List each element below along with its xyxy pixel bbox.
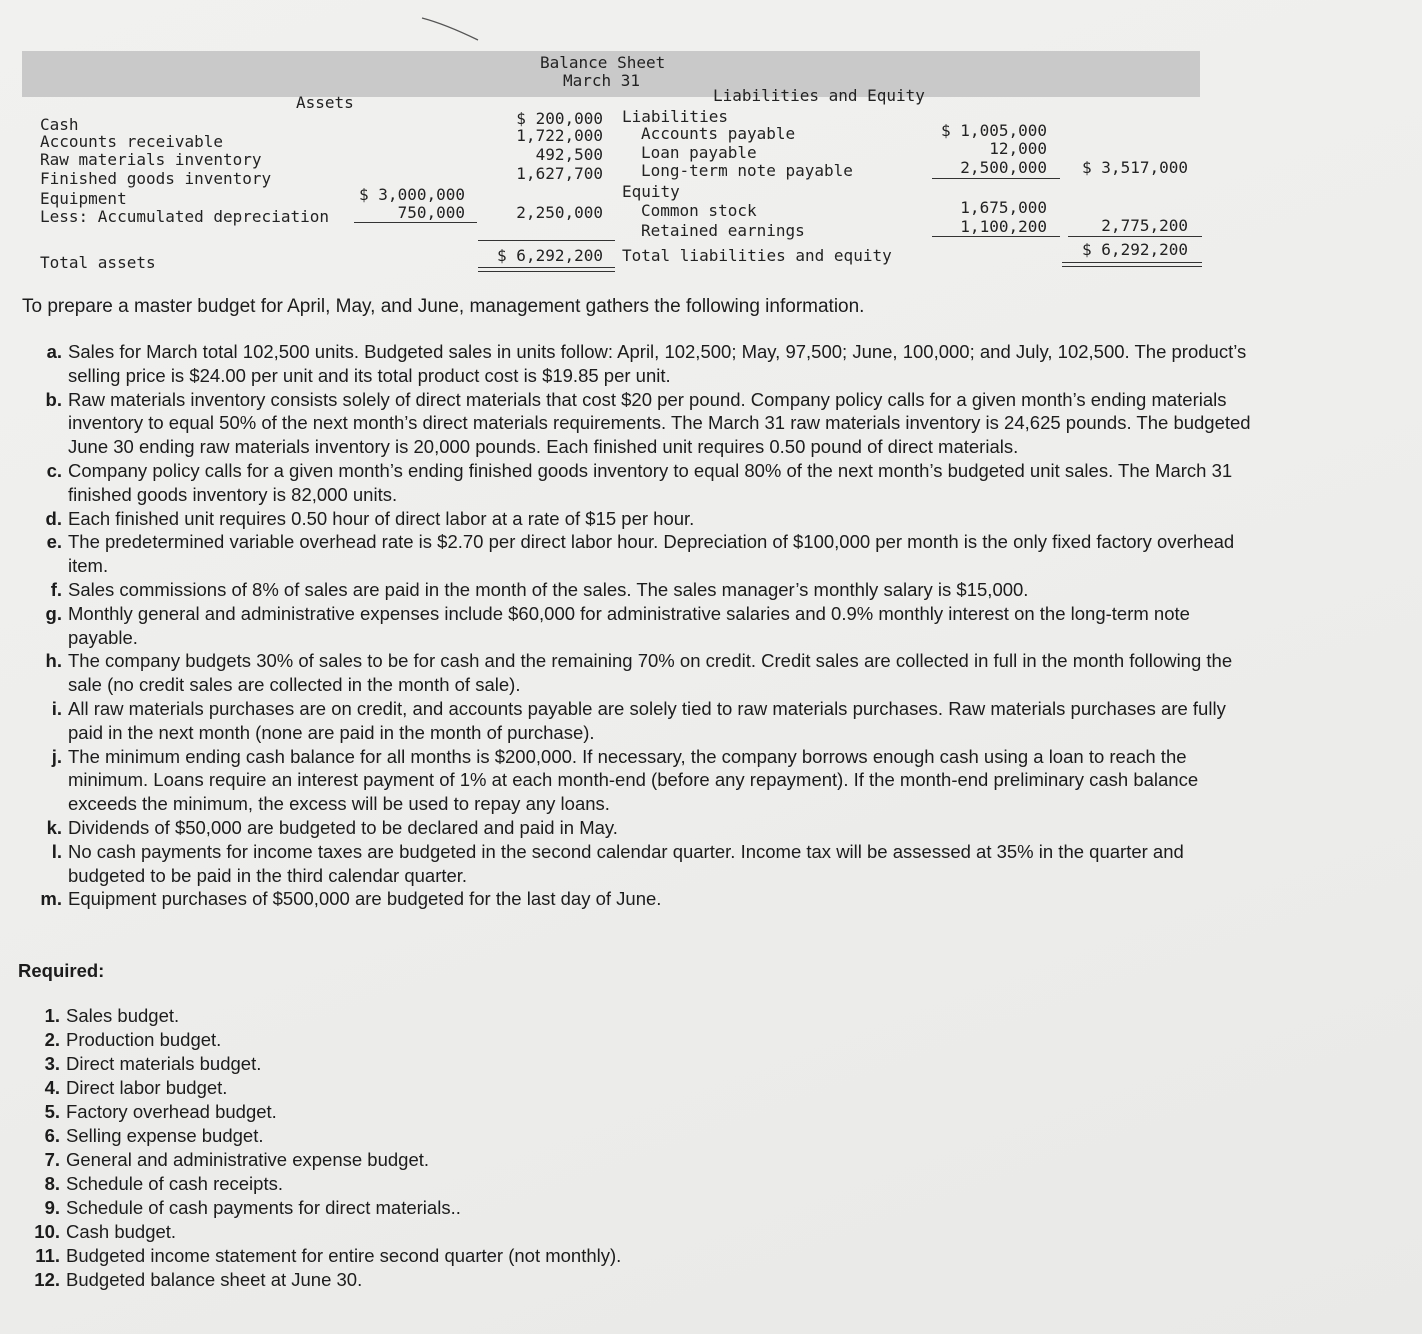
information-item: [0, 459, 1260, 507]
item-text: Company policy calls for a given month’s ending finished goods inventory to equal 80% of the next month’s budgeted unit sales. The March 31 finished goods inventory is 82,000 units.: [68, 459, 1233, 505]
information-item: [0, 530, 1260, 578]
accumulated-depreciation-value: 750,000: [397, 203, 465, 222]
required-item: [0, 1052, 621, 1076]
balance-sheet-date: March 31: [563, 71, 641, 90]
required-text: Direct labor budget.: [66, 1077, 228, 1098]
item-text: Monthly general and administrative expenses include $60,000 for administrative salaries and 0.9% monthly interest on the long-term note payable.: [68, 602, 1190, 648]
required-item: [0, 1124, 621, 1148]
item-letter: c.: [46, 459, 62, 481]
item-letter: b.: [45, 388, 62, 410]
information-item: [0, 507, 1260, 531]
total-liabilities-value: $ 3,517,000: [1082, 158, 1188, 177]
information-item: [0, 388, 1260, 459]
long-term-note-value: 2,500,000: [960, 158, 1047, 177]
required-item: [0, 1100, 621, 1124]
equity-subtotal-rule: [932, 236, 1060, 237]
equipment-label: Equipment: [40, 189, 127, 208]
finished-goods-value: 1,627,700: [516, 164, 603, 183]
equipment-subtotal-rule: [354, 222, 477, 223]
loan-payable-label: Loan payable: [641, 143, 757, 162]
item-text: Each finished unit requires 0.50 hour of direct labor at a rate of $15 per hour.: [68, 507, 695, 529]
common-stock-value: 1,675,000: [960, 198, 1047, 217]
finished-goods-label: Finished goods inventory: [40, 169, 272, 188]
liabilities-equity-header: Liabilities and Equity: [713, 86, 925, 105]
information-item: [0, 887, 1260, 911]
required-text: Schedule of cash receipts.: [66, 1173, 283, 1194]
item-letter: h.: [45, 650, 62, 672]
required-number: 1.: [44, 1005, 60, 1026]
accumulated-depreciation-label: Less: Accumulated depreciation: [40, 207, 329, 226]
required-item: [0, 1244, 621, 1268]
required-text: Schedule of cash payments for direct materials..: [66, 1197, 461, 1218]
le-double-rule-1: [1062, 262, 1202, 263]
information-item: [0, 816, 1260, 840]
intro-text: To prepare a master budget for April, May, and June, management gathers the following information.: [22, 296, 865, 317]
required-item: [0, 1004, 621, 1028]
long-term-note-label: Long-term note payable: [641, 161, 853, 180]
required-item: [0, 1172, 621, 1196]
required-text: Selling expense budget.: [66, 1125, 264, 1146]
total-equity-value: 2,775,200: [1101, 216, 1188, 235]
required-item: [0, 1196, 621, 1220]
required-item: [0, 1220, 621, 1244]
retained-earnings-value: 1,100,200: [960, 217, 1047, 236]
required-number: 5.: [44, 1101, 60, 1122]
total-assets-value: $ 6,292,200: [497, 246, 603, 265]
item-letter: g.: [45, 602, 62, 624]
item-text: Equipment purchases of $500,000 are budgeted for the last day of June.: [68, 888, 662, 910]
item-letter: m.: [40, 888, 62, 910]
required-item: [0, 1028, 621, 1052]
required-text: Budgeted balance sheet at June 30.: [66, 1269, 363, 1290]
total-assets-label: Total assets: [40, 253, 156, 272]
liabilities-subtotal-rule: [932, 178, 1060, 179]
loan-payable-value: 12,000: [989, 139, 1047, 158]
item-text: All raw materials purchases are on credit, and accounts payable are solely tied to raw materials purchases. Raw materials purchases are fully paid in the next month (none are paid in the month of purchase).: [68, 697, 1226, 743]
required-text: Direct materials budget.: [66, 1053, 262, 1074]
item-letter: l.: [51, 840, 62, 862]
information-item: [0, 840, 1260, 888]
item-letter: k.: [46, 816, 62, 838]
item-letter: e.: [46, 531, 62, 553]
le-total-rule: [1068, 236, 1202, 237]
item-letter: i.: [51, 697, 62, 719]
required-text: General and administrative expense budget.: [66, 1149, 430, 1170]
cash-value: $ 200,000: [516, 109, 603, 128]
required-number: 4.: [44, 1077, 60, 1098]
required-number: 10.: [34, 1221, 60, 1242]
item-letter: f.: [50, 578, 62, 600]
accounts-receivable-label: Accounts receivable: [40, 132, 224, 151]
raw-materials-value: 492,500: [535, 145, 603, 164]
item-text: No cash payments for income taxes are budgeted in the second calendar quarter. Income tax will be assessed at 35% in the quarter and budgeted to be paid in the third calendar quarter.: [68, 840, 1184, 886]
information-item: [0, 340, 1260, 388]
assets-double-rule-1: [478, 267, 615, 268]
item-text: Dividends of $50,000 are budgeted to be declared and paid in May.: [68, 816, 618, 838]
net-equipment-value: 2,250,000: [516, 203, 603, 222]
information-item: [0, 602, 1260, 650]
accounts-payable-label: Accounts payable: [641, 124, 796, 143]
required-item: [0, 1268, 621, 1292]
balance-sheet: [0, 0, 1422, 290]
required-text: Factory overhead budget.: [66, 1101, 277, 1122]
item-text: The company budgets 30% of sales to be for cash and the remaining 70% on credit. Credit sales are collected in full in the month following the sale (no credit sales are collected in the month of sale).: [68, 650, 1233, 696]
cash-label: Cash: [40, 115, 79, 134]
required-text: Sales budget.: [66, 1005, 180, 1026]
required-item: [0, 1148, 621, 1172]
required-list: [0, 1004, 621, 1292]
balance-sheet-title: Balance Sheet: [540, 53, 666, 72]
required-number: 7.: [44, 1149, 60, 1170]
raw-materials-label: Raw materials inventory: [40, 150, 262, 169]
required-number: 12.: [34, 1269, 60, 1290]
information-item: [0, 745, 1260, 816]
information-list: [0, 340, 1260, 911]
required-heading: Required:: [18, 960, 105, 981]
equity-header: Equity: [622, 182, 680, 201]
item-text: The minimum ending cash balance for all months is $200,000. If necessary, the company borrows enough cash using a loan to reach the minimum. Loans require an interest payment of 1% at each month-end (before any repayment). If the month-end preliminary cash balance exceeds the minimum, the excess will be used to repay any loans.: [68, 745, 1199, 815]
required-number: 8.: [44, 1173, 60, 1194]
equipment-value: $ 3,000,000: [359, 185, 465, 204]
required-text: Cash budget.: [66, 1221, 177, 1242]
total-liabilities-equity-value: $ 6,292,200: [1082, 240, 1188, 259]
assets-double-rule-2: [478, 271, 615, 272]
le-double-rule-2: [1062, 266, 1202, 267]
common-stock-label: Common stock: [641, 201, 757, 220]
item-letter: a.: [46, 341, 62, 362]
required-text: Budgeted income statement for entire second quarter (not monthly).: [66, 1245, 622, 1266]
required-number: 2.: [44, 1029, 60, 1050]
retained-earnings-label: Retained earnings: [641, 221, 805, 240]
accounts-receivable-value: 1,722,000: [516, 126, 603, 145]
required-text: Production budget.: [66, 1029, 222, 1050]
assets-total-rule: [478, 240, 615, 241]
liabilities-header: Liabilities: [622, 107, 728, 126]
information-item: [0, 649, 1260, 697]
required-number: 3.: [44, 1053, 60, 1074]
required-item: [0, 1076, 621, 1100]
required-number: 11.: [35, 1245, 60, 1266]
item-letter: d.: [45, 507, 62, 529]
item-text: Raw materials inventory consists solely of direct materials that cost $20 per pound. Company policy calls for a given month’s ending materials inventory to equal 50% of the next month’s direct materials requirements. The March 31 raw materials inventory is 24,625 pounds. The budgeted June 30 ending raw materials inventory is 20,000 pounds. Each finished unit requires 0.50 pound of direct materials.: [68, 388, 1251, 458]
item-text: Sales commissions of 8% of sales are paid in the month of the sales. The sales manager’s monthly salary is $15,000.: [68, 578, 1029, 600]
required-number: 9.: [44, 1197, 60, 1218]
total-liabilities-equity-label: Total liabilities and equity: [622, 246, 892, 265]
information-item: [0, 578, 1260, 602]
item-letter: j.: [51, 745, 62, 767]
item-text: Sales for March total 102,500 units. Budgeted sales in units follow: April, 102,500; May, 97,500; June, 100,000; and July, 102,500. The product’s selling price is $24.00 per unit and its total product cost is $19.85 per unit.: [68, 341, 1247, 386]
required-number: 6.: [44, 1125, 60, 1146]
accounts-payable-value: $ 1,005,000: [941, 121, 1047, 140]
item-text: The predetermined variable overhead rate is $2.70 per direct labor hour. Depreciation of $100,000 per month is the only fixed factory overhead item.: [68, 531, 1235, 577]
information-item: [0, 697, 1260, 745]
assets-header: Assets: [296, 93, 354, 112]
